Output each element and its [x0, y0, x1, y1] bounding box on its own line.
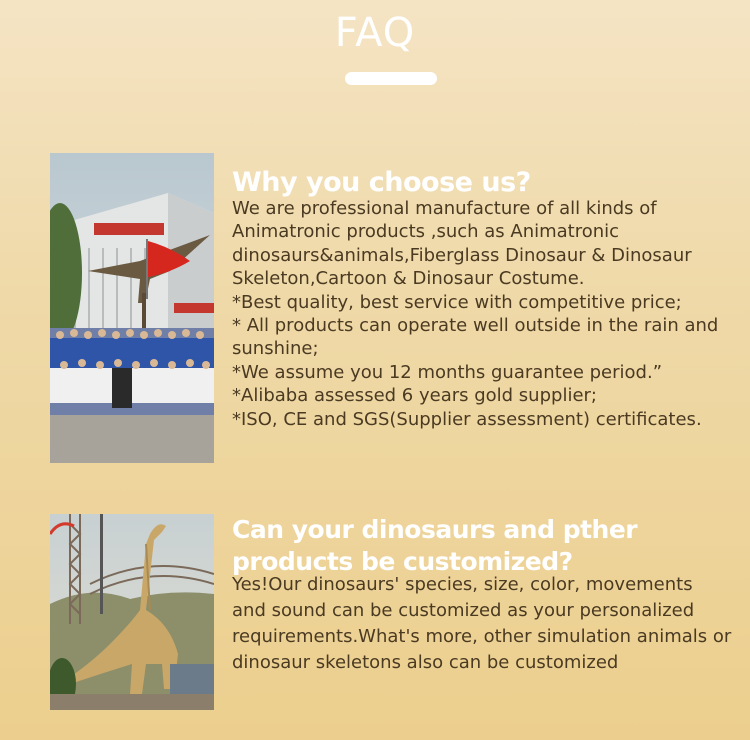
answer-text: Yes!Our dinosaurs' species, size, color, movements and sound can be customized as your personalized requirements.What's more, other simulation animals or dinosaur skeletons also can be customized	[232, 574, 732, 673]
faq-header	[0, 0, 750, 100]
dinosaur-park-photo	[50, 514, 214, 710]
answer-line: *We assume you 12 months guarantee period.”	[232, 361, 663, 383]
dinosaur-park-illustration	[50, 514, 214, 710]
team-photo-illustration	[50, 153, 214, 463]
answer-line: We are professional manufacture of all kinds of Animatronic products ,such as Animatronic dinosaurs&animals,Fiberglass Dinosaur & Dinosaur Skeleton,Cartoon & Dinosaur Costume.	[232, 198, 692, 290]
answer-line: *ISO, CE and SGS(Supplier assessment) certificates.	[232, 408, 702, 430]
question-title: Can your dinosaurs and pther products be customized?	[232, 515, 638, 576]
answer-line: *Best quality, best service with competitive price;	[232, 291, 682, 313]
page-title: FAQ	[334, 10, 416, 56]
answer-line: * All products can operate well outside in the rain and sunshine;	[232, 315, 719, 360]
answer-text	[232, 197, 732, 431]
answer-line: *Alibaba assessed 6 years gold supplier;	[232, 385, 597, 407]
title-underline-bar	[345, 72, 437, 85]
question-title: Why you choose us?	[232, 167, 531, 198]
team-photo	[50, 153, 214, 463]
